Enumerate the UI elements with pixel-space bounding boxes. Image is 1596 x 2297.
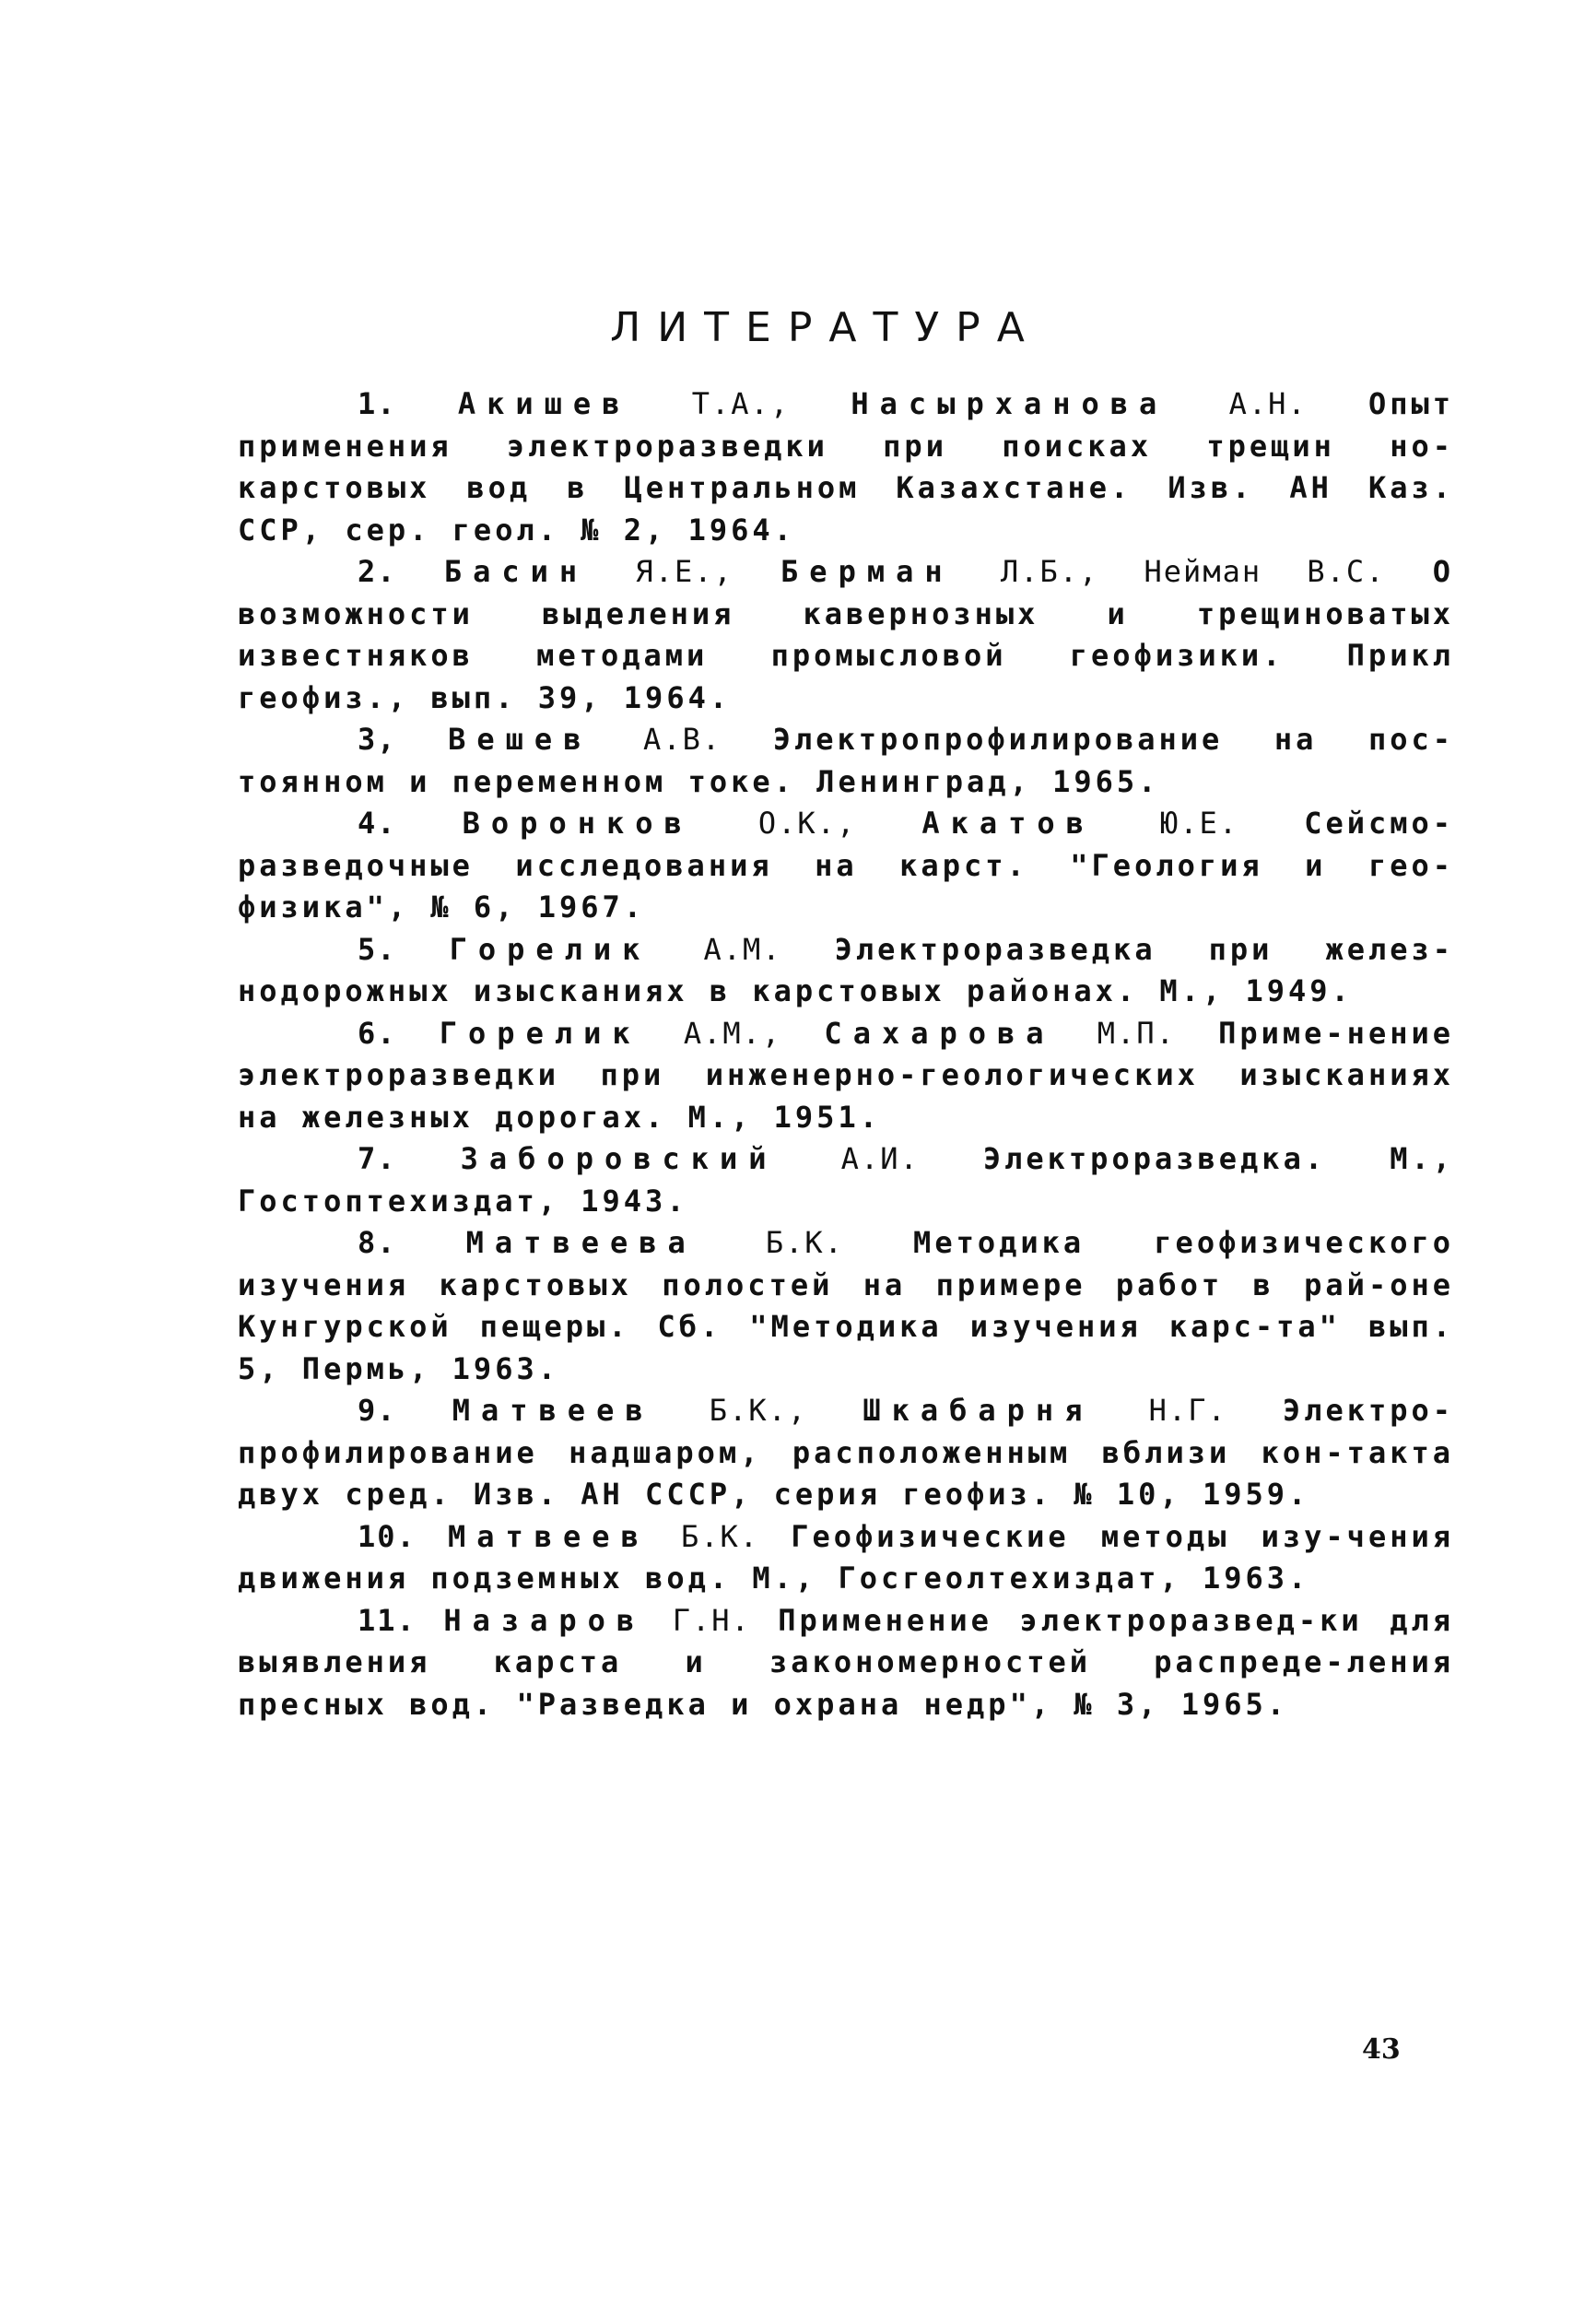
reference-author: Матвеев <box>447 1518 650 1554</box>
reference-number: 9. <box>358 1393 397 1428</box>
reference-number: 4. <box>358 806 397 841</box>
reference-initials: А.М., <box>683 1015 782 1051</box>
reference-text: Методика геофизического изучения карстовых полостей на примере работ в рай-оне Кунгурской пещеры. Сб. "Методика изучения карс-та" вып. 5, Пермь, 1963. <box>238 1225 1454 1386</box>
reference-text: Электро-профилирование надшаром, расположенным вблизи кон-такта двух сред. Изв. АН СССР, серия геофиз. № 10, 1959. <box>238 1393 1455 1512</box>
reference-coauthor-initials: А.Н. <box>1228 386 1308 421</box>
reference-item <box>238 383 1454 551</box>
reference-number: 6. <box>358 1015 397 1051</box>
reference-author: Матвеев <box>452 1393 654 1428</box>
reference-number: 1. <box>358 386 397 421</box>
reference-number: 5. <box>358 931 397 967</box>
reference-author: Заборовский <box>460 1141 778 1176</box>
reference-author: Вешев <box>448 722 593 757</box>
reference-number: 10. <box>358 1518 417 1554</box>
reference-item <box>238 1138 1454 1222</box>
reference-item <box>238 803 1454 929</box>
reference-coauthor: Насырханова <box>851 386 1168 421</box>
reference-item <box>238 1222 1454 1390</box>
reference-text: Электропрофилирование на пос-тоянном и переменном токе. Ленинград, 1965. <box>238 722 1455 799</box>
reference-coauthor-initials: Л.Б., Нейман В.С. <box>1000 554 1386 589</box>
reference-text: О возможности выделения кавернозных и трещиноватых известняков методами промысловой геофизики. Прикл геофиз., вып. 39, 1964. <box>238 554 1454 715</box>
reference-initials: Б.К. <box>765 1225 844 1260</box>
page-number: 43 <box>1362 2033 1401 2066</box>
reference-author: Матвеева <box>465 1225 697 1260</box>
reference-text: Сейсмо-разведочные исследования на карст. "Геология и гео-физика", № 6, 1967. <box>238 806 1455 925</box>
reference-initials: Б.К., <box>709 1393 808 1428</box>
reference-initials: А.И. <box>840 1141 920 1176</box>
reference-coauthor: Акатов <box>921 806 1095 841</box>
reference-initials: Г.Н. <box>672 1602 751 1638</box>
reference-author: Акишев <box>457 386 631 421</box>
reference-text: Электроразведка при желез-нодорожных изысканиях в карстовых районах. М., 1949. <box>238 931 1455 1008</box>
reference-text: Электроразведка. М., Гостоптехиздат, 1943. <box>238 1141 1454 1219</box>
reference-initials: Т.А., <box>691 386 791 421</box>
reference-list <box>238 383 1454 1726</box>
reference-text: Применение электроразвед-ки для выявления карста и закономерностей распреде-ления пресных вод. "Разведка и охрана недр", № 3, 1965. <box>238 1602 1454 1722</box>
reference-text: Геофизические методы изу-чения движения подземных вод. М., Госгеолтехиздат, 1963. <box>238 1518 1455 1596</box>
reference-author: Горелик <box>449 931 651 967</box>
reference-author: Воронков <box>462 806 693 841</box>
reference-number: 2. <box>358 554 397 589</box>
reference-item <box>238 1516 1454 1600</box>
reference-author: Горелик <box>439 1015 641 1051</box>
reference-text: Опыт применения электроразведки при поисках трещин но-карстовых вод в Центральном Казахстане. Изв. АН Каз. ССР, сер. геол. № 2, 1964. <box>238 386 1455 548</box>
reference-initials: А.В. <box>643 722 722 757</box>
reference-coauthor-initials: М.П. <box>1097 1015 1176 1051</box>
reference-coauthor-initials: Ю.Е. <box>1160 806 1239 841</box>
reference-item <box>238 719 1454 803</box>
reference-initials: О.К., <box>757 806 857 841</box>
reference-coauthor: Сахарова <box>824 1015 1055 1051</box>
reference-item <box>238 551 1454 719</box>
reference-number: 8. <box>358 1225 397 1260</box>
reference-number: 11. <box>358 1602 417 1638</box>
reference-item <box>238 1600 1454 1726</box>
reference-initials: Б.К. <box>681 1518 760 1554</box>
reference-number: 7. <box>358 1141 397 1176</box>
reference-item <box>238 1390 1454 1516</box>
reference-coauthor-initials: Н.Г. <box>1148 1393 1227 1428</box>
reference-coauthor: Шкабарня <box>863 1393 1094 1428</box>
page-heading: ЛИТЕРАТУРА <box>610 304 1041 351</box>
reference-initials: А.М. <box>703 931 782 967</box>
reference-item <box>238 1013 1454 1139</box>
reference-text: Приме-нение электроразведки при инженерно-геологических изысканиях на железных дорогах. М., 1951. <box>238 1015 1454 1135</box>
reference-author: Басин <box>443 554 589 589</box>
reference-number: 3, <box>358 722 397 757</box>
reference-initials: Я.Е., <box>635 554 733 589</box>
reference-author: Назаров <box>443 1602 646 1638</box>
reference-item <box>238 929 1454 1013</box>
reference-coauthor: Берман <box>780 554 954 589</box>
